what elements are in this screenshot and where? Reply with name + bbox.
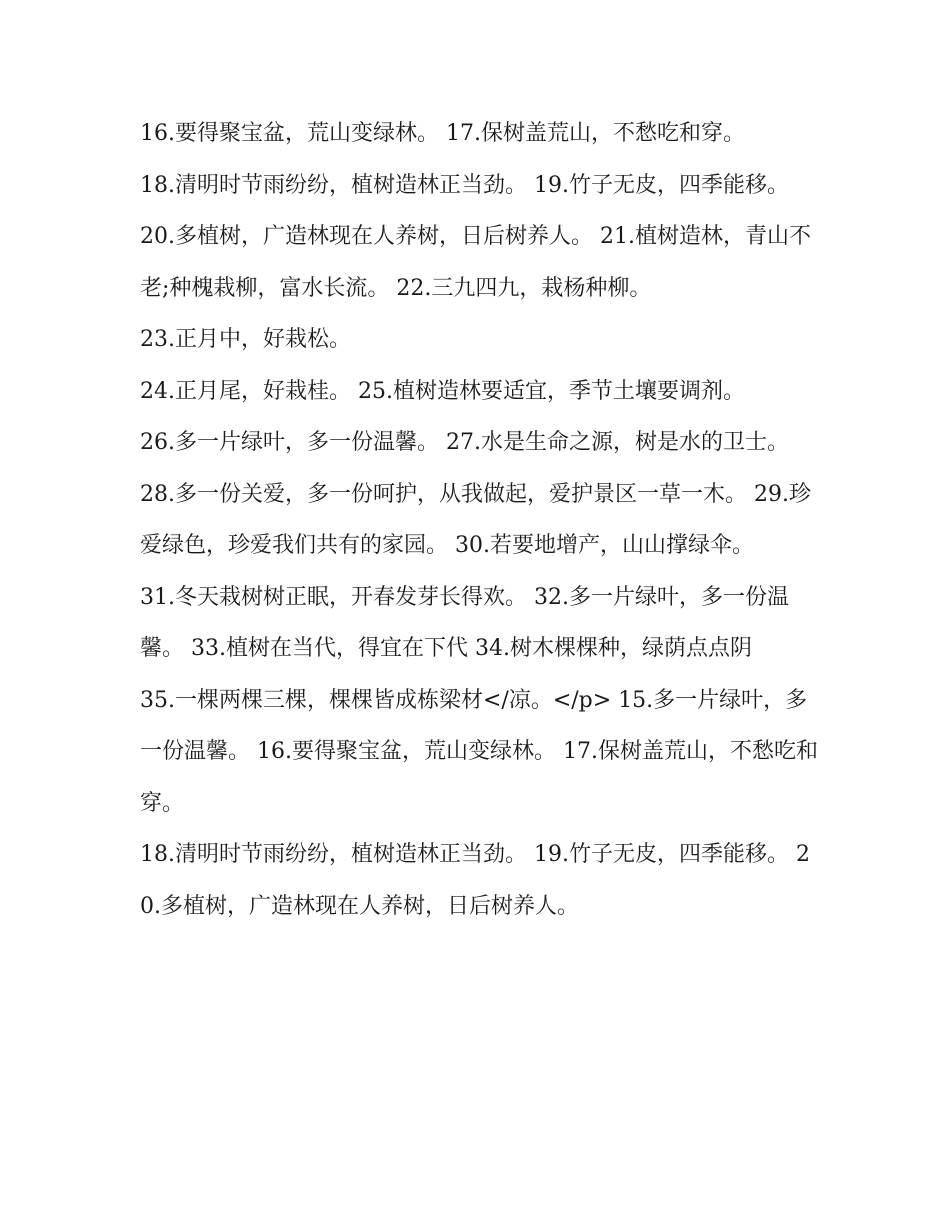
paragraph: 24.正月尾，好栽桂。 25.植树造林要适宜，季节土壤要调剂。	[140, 378, 745, 404]
paragraph: 26.多一片绿叶，多一份温馨。 27.水是生命之源，树是水的卫士。	[140, 430, 789, 455]
paragraph: 31.冬天栽树树正眠，开春发芽长得欢。 32.多一片绿叶，多一份温馨。 33.植树在当代，得宜在下代 34.树木棵棵种，绿荫点点阴	[140, 584, 789, 661]
paragraph: 18.清明时节雨纷纷，植树造林正当劲。 19.竹子无皮，四季能移。 20.多植树，广造林现在人养树，日后树养人。	[140, 842, 810, 919]
document-body	[140, 108, 820, 932]
paragraph: 20.多植树，广造林现在人养树，日后树养人。 21.植树造林，青山不老;种槐栽柳，富水长流。 22.三九四九，栽杨种柳。	[140, 224, 811, 301]
paragraph: 35.一棵两棵三棵，棵棵皆成栋梁材</凉。</p> 15.多一片绿叶，多一份温馨。 16.要得聚宝盆，荒山变绿林。 17.保树盖荒山，不愁吃和穿。	[140, 687, 818, 816]
paragraph: 18.清明时节雨纷纷，植树造林正当劲。 19.竹子无皮，四季能移。	[140, 172, 789, 198]
paragraph: 28.多一份关爱，多一份呵护，从我做起，爱护景区一草一木。 29.珍爱绿色，珍爱我们共有的家园。 30.若要地增产，山山撑绿伞。	[140, 481, 811, 558]
paragraph: 23.正月中，好栽松。	[140, 327, 351, 352]
paragraph: 16.要得聚宝盆，荒山变绿林。 17.保树盖荒山，不愁吃和穿。	[140, 121, 745, 146]
